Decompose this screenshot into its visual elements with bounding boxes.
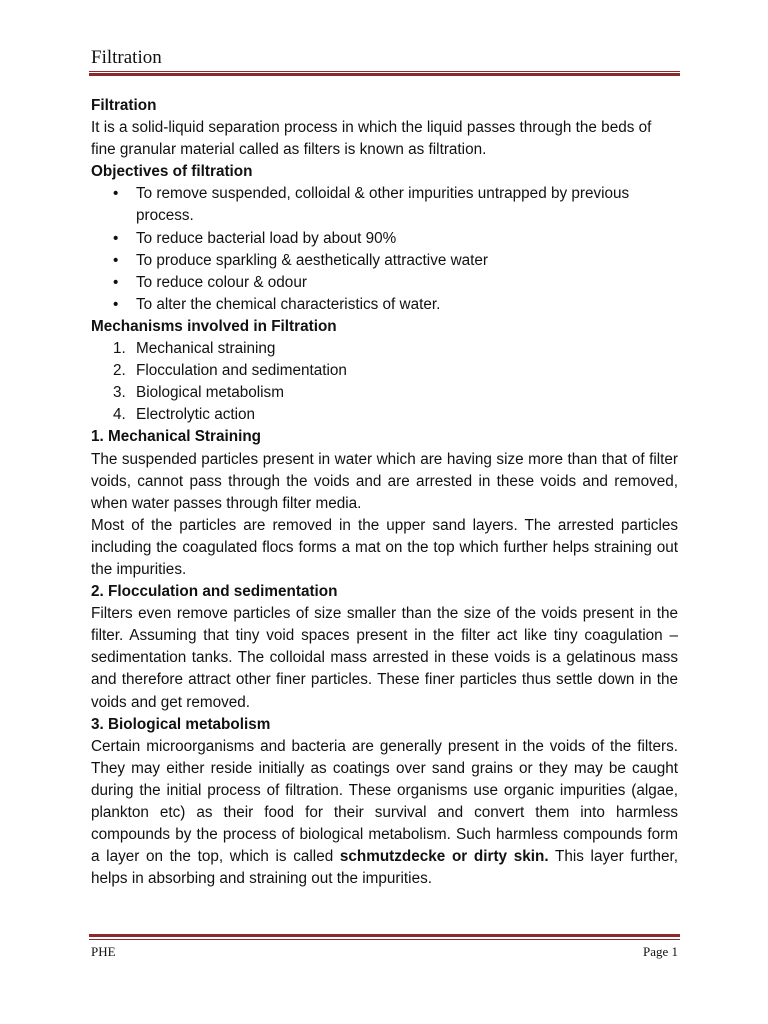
document-body — [91, 95, 678, 890]
mechanisms-heading: Mechanisms involved in Filtration — [91, 317, 337, 335]
footer-rule-top — [89, 934, 680, 937]
bullet-icon: • — [113, 251, 119, 269]
page-header-title: Filtration — [91, 47, 162, 68]
bold-term: schmutzdecke or dirty skin. — [339, 848, 549, 866]
paragraph: Filters even remove particles of size smaller than the size of the voids present in the filter. Assuming that tiny void spaces present in the filter act like tiny coagulation –sedimentation tanks. The colloidal mass arrested in these voids is a gelatinous mass and therefore attract other finer particles. These finer particles thus settle down in the voids and get removed. — [91, 605, 678, 711]
list-item: 1. Mechanical straining — [113, 340, 276, 358]
list-item: • To alter the chemical characteristics of water. — [91, 294, 678, 316]
paragraph: The suspended particles present in water which are having size more than that of filter voids, cannot pass through the voids and are arrested in these voids and removed, when water passes through filter media. — [91, 450, 678, 512]
bullet-icon: • — [113, 295, 119, 313]
footer-label: PHE — [91, 944, 116, 959]
list-item: 4. Electrolytic action — [113, 406, 256, 424]
bullet-icon: • — [113, 185, 119, 203]
list-item: 3. Biological metabolism — [113, 384, 284, 402]
section-heading-biological-metabolism: 3. Biological metabolism — [91, 715, 271, 733]
page-number-label: Page 1 — [642, 944, 678, 959]
intro-paragraph: It is a solid-liquid separation process in which the liquid passes through the beds of fine granular material called as filters is known as filtration. — [91, 119, 652, 159]
header-rule-top — [89, 71, 680, 72]
header-rule-bottom — [89, 73, 680, 76]
section-heading-filtration: Filtration — [91, 97, 157, 114]
objectives-list — [91, 183, 678, 316]
footer-rule-bottom — [89, 939, 680, 940]
list-item: • To produce sparkling & aesthetically attractive water — [91, 250, 678, 272]
list-item: • To reduce bacterial load by about 90% — [91, 228, 678, 250]
paragraph: Most of the particles are removed in the upper sand layers. The arrested particles including the coagulated flocs forms a mat on the top which further helps straining out the impurities. — [91, 516, 678, 578]
section-heading-flocculation: 2. Flocculation and sedimentation — [91, 583, 338, 601]
objectives-heading: Objectives of filtration — [91, 163, 253, 181]
bullet-icon: • — [113, 273, 119, 291]
paragraph: Certain microorganisms and bacteria are generally present in the voids of the filters. They may either reside initially as coatings over sand grains or they may be caught during the initial process of filtration. These organisms use organic impurities (algae, plankton etc) as their food for their survival and convert them into harmless compounds by the process of biological metabolism. Such harmless compounds form a layer on the top, which is called schmutzdecke or dirty skin. This layer further, helps in absorbing and straining out the impurities. — [91, 737, 678, 888]
list-item: 2. Flocculation and sedimentation — [113, 362, 347, 380]
list-item: • To remove suspended, colloidal & other impurities untrapped by previous process. — [113, 185, 630, 225]
mechanisms-list — [91, 338, 678, 426]
list-item: • To reduce colour & odour — [91, 272, 678, 294]
bullet-icon: • — [113, 229, 119, 247]
section-heading-mechanical-straining: 1. Mechanical Straining — [91, 428, 262, 446]
